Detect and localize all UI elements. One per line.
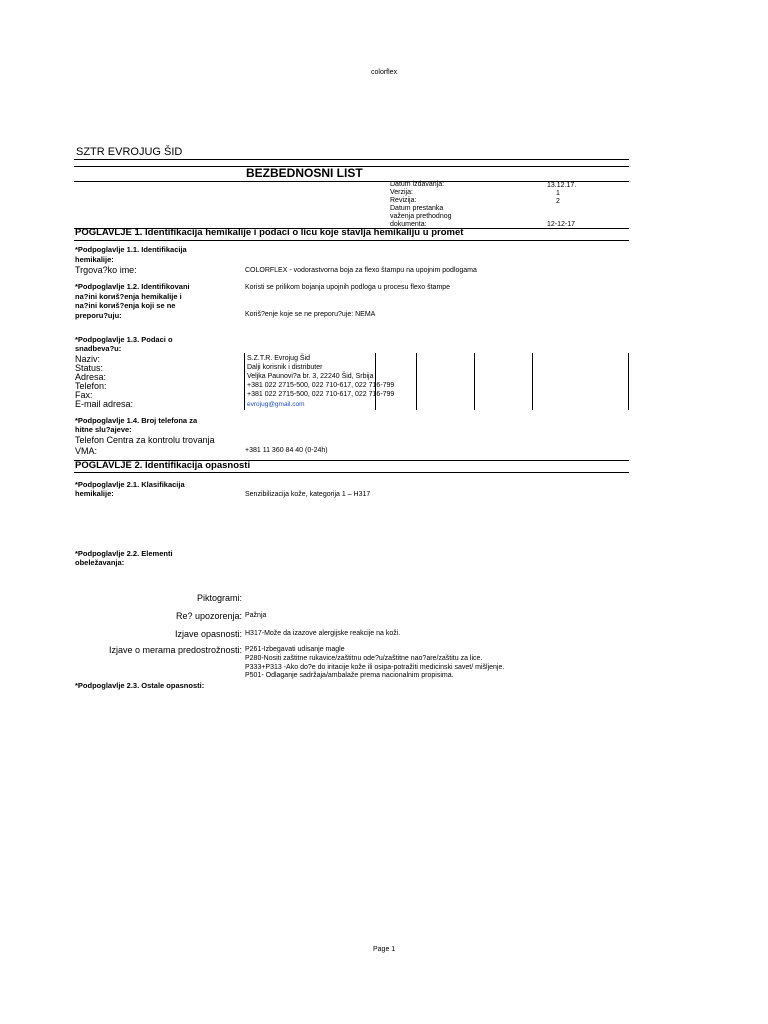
- phone-label: Telefon:: [75, 381, 107, 391]
- divider: [74, 159, 629, 160]
- subsection-1-3-title: snadbeva?u:: [75, 344, 122, 353]
- vma-value: +381 11 360 84 40 (0-24h): [245, 447, 328, 454]
- subsection-1-2-title: na?ini korиš?enja hemikalije i: [75, 292, 182, 301]
- signal-word-label: Re? upozorenja:: [175, 611, 242, 621]
- expiry-label: Datum prestanka: [390, 205, 444, 212]
- subsection-2-1-title: hemikalije:: [75, 489, 114, 498]
- issue-date-label: Datum izdavanja:: [390, 181, 445, 188]
- pictograms-label: Piktogrami:: [196, 593, 242, 603]
- status-label: Status:: [75, 363, 104, 373]
- subsection-1-2-title: preporu?uju:: [75, 311, 122, 320]
- subsection-1-1-title: hemikalije:: [75, 255, 114, 264]
- subsection-1-3-title: *Podpoglavlje 1.3. Podaci o: [75, 335, 173, 344]
- version-value: 1: [556, 190, 560, 197]
- precautionary-statements-label: Izjave o merama predostrožnosti:: [108, 645, 242, 655]
- expiry-value: 12-12-17: [547, 221, 576, 228]
- expiry-label: dokumenta:: [390, 221, 427, 228]
- subsection-2-2-title: obeležavanja:: [75, 558, 125, 567]
- subsection-1-2-title: *Podpoglavlje 1.2. Identifikovani: [75, 282, 190, 291]
- company-name: SZTR EVROJUG ŠID: [76, 146, 183, 158]
- hazard-statements-label: Izjave opasnosti:: [174, 629, 242, 639]
- revision-value: 2: [556, 198, 560, 205]
- divider: [74, 181, 629, 182]
- address-label: Adresa:: [75, 372, 107, 382]
- status-value: Dalji korisnik i distributer: [247, 364, 323, 371]
- section-1-heading: POGLAVLJE 1. Identifikacija hemikalije i podaci o licu koje stavlja hemikaliju u promet: [75, 227, 464, 238]
- hazard-statement: H317-Može da izazove alergijske reakcije na koži.: [245, 630, 401, 637]
- precautionary-statement: P280-Nositi zaštitne rukavice/zaštitnu ode?u/zaštitne nao?are/zaštitu za lice.: [245, 655, 483, 662]
- supplier-name-value: S.Z.T.R. Evrojug Šid: [247, 355, 311, 362]
- precautionary-statement: P261-Izbegavati udisanje magle: [245, 646, 345, 653]
- email-label: E-mail adresa:: [75, 399, 134, 409]
- expiry-label: važenja prethodnog: [390, 213, 452, 220]
- running-title: colorflex: [371, 69, 398, 76]
- classification-value: Senzibilizacija kože, kategorija 1 – H317: [245, 491, 371, 498]
- trade-name-label: Trgova?ko ime:: [75, 265, 137, 275]
- precautionary-statement: P501- Odlaganje sadržaja/ambalaže prema nacionalnim propisima.: [245, 672, 454, 679]
- vma-label: VMA:: [75, 446, 98, 456]
- fax-value: +381 022 2715-500, 022 710-617, 022 716-799: [247, 391, 395, 398]
- email-link[interactable]: evrojug@gmail.com: [247, 401, 305, 408]
- phone-value: +381 022 2715-500, 022 710-617, 022 716-799: [247, 382, 395, 389]
- fax-label: Fax:: [75, 390, 93, 400]
- subsection-2-2-title: *Podpoglavlje 2.2. Elementi: [75, 549, 173, 558]
- subsection-2-1-title: *Podpoglavlje 2.1. Klasifikacija: [75, 480, 185, 489]
- document-title: BEZBEDNOSNI LIST: [246, 166, 363, 180]
- signal-word-value: Pažnja: [245, 612, 267, 619]
- grid-line: [532, 353, 533, 410]
- subsection-1-4-title: hitne slu?ajeve:: [75, 425, 132, 434]
- identified-use: Koristi se prilikom bojanja upojnih podloga u procesu flexo štampe: [245, 284, 451, 291]
- subsection-1-1-title: *Podpoglavlje 1.1. Identifikacija: [75, 245, 187, 254]
- grid-line: [416, 353, 417, 410]
- supplier-name-label: Naziv:: [75, 354, 101, 364]
- divider: [74, 472, 629, 473]
- subsection-1-2-title: na?ini korиš?enja koji se ne: [75, 301, 176, 310]
- divider: [74, 240, 629, 241]
- revision-label: Revizija:: [390, 197, 417, 204]
- poison-center-label: Telefon Centra za kontrolu trovanja: [75, 435, 215, 445]
- grid-line: [474, 353, 475, 410]
- page-number: Page 1: [373, 946, 396, 953]
- section-2-heading: POGLAVLJE 2. Identifikacija opasnosti: [75, 460, 251, 471]
- subsection-1-4-title: *Podpoglavlje 1.4. Broj telefona za: [75, 416, 198, 425]
- subsection-2-3-title: *Podpoglavlje 2.3. Ostale opasnosti:: [75, 681, 205, 690]
- grid-line: [628, 353, 629, 410]
- version-label: Verzija:: [390, 189, 413, 196]
- precautionary-statement: P333+P313 -Ako do?e do iritacije kože ili osipa-potražiti medicinski savet/ mišljenje.: [245, 664, 505, 671]
- issue-date-value: 13.12.17.: [547, 182, 577, 189]
- address-value: Veljka Paunovi?a br. 3, 22240 Šid, Srbija: [247, 373, 374, 380]
- trade-name-value: COLORFLEX - vodorastvorna boja za flexo štampu na upojnim podlogama: [245, 267, 477, 274]
- grid-line: [244, 353, 245, 410]
- not-recommended-use: Koriš?enje koje se ne preporu?uje: NEMA: [245, 311, 376, 318]
